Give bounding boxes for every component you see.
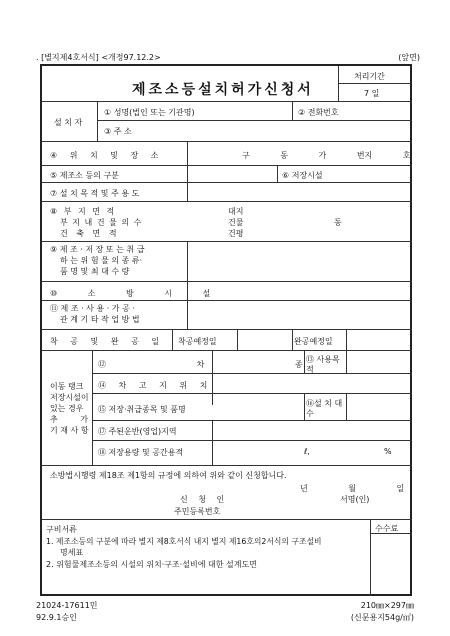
floor-area-label: 건평 xyxy=(228,229,244,238)
required-document-1-line1: 1. 제조소등의 구분에 따라 별지 제8호서식 내지 별지 제16호의2서식의 구조설비 xyxy=(46,537,322,546)
signature-seal-label: 서명(인) xyxy=(340,495,370,504)
form-code: 21024-17611민 xyxy=(36,601,98,610)
tank-group-label-line3: 있는 경우 xyxy=(50,404,84,413)
required-document-1-line2: 명세표 xyxy=(60,548,84,557)
site-area-label: ⑧ 부 지 면 적 xyxy=(50,207,117,216)
vehicle-type-label: ⑫ 차 종 xyxy=(98,360,303,369)
building-unit-label: 동 xyxy=(334,218,342,227)
process-label-line2: 관 계 기 타 작 업 방 법 xyxy=(60,315,140,324)
purpose-label: ⑦ 설 치 목 적 및 주 용 도 xyxy=(50,189,140,198)
use-purpose-label-line1: ⑬ 사용목 xyxy=(306,355,340,364)
land-area-label: 대지 xyxy=(228,207,244,216)
liter-unit: ℓ, xyxy=(304,447,310,456)
use-purpose-label-line2: 적 xyxy=(306,365,314,374)
tank-count-label-line2: 수 xyxy=(306,409,314,418)
name-label: ① 성명(법인 또는 기관명) xyxy=(104,108,195,117)
building-label: 건물 xyxy=(228,218,244,227)
percent-unit: % xyxy=(384,447,392,456)
building-area-label: 건 축 면 적 xyxy=(60,229,120,238)
form-title: 제조소등설치허가신청서 xyxy=(132,82,314,98)
facility-type-label: ⑤ 제조소 등의 구분 xyxy=(50,171,119,180)
process-label-line1: ⑪ 제 조 · 사 용 · 가 공 · xyxy=(50,304,135,313)
processing-period-value: 7 일 xyxy=(364,89,380,98)
declaration-text: 소방법시행령 제18조 제1항의 규정에 의하여 위와 같이 신청합니다. xyxy=(50,471,287,480)
hazmat-label-line2: 하 는 위 험 물 의 종 류· xyxy=(60,256,143,265)
resident-number-label: 주민등록번호 xyxy=(174,507,221,516)
address-label: ③ 주 소 xyxy=(104,127,132,136)
operation-area-label: ⑰ 주된운반(영업)지역 xyxy=(98,427,177,436)
required-documents-title: 구비서류 xyxy=(46,525,77,534)
tank-count-label-line1: ⑯설 치 대 xyxy=(306,399,343,408)
fee-label: 수수료 xyxy=(375,524,399,533)
paper-size: 210㎜×297㎜ xyxy=(360,601,414,610)
building-count-label: 부 지 내 건 물 의 수 xyxy=(60,218,143,227)
form-number: . [별지제4호서식] <개정97.12.2> xyxy=(36,53,161,62)
phone-label: ② 전화번호 xyxy=(298,108,339,117)
end-date-label: 완공예정일 xyxy=(294,337,333,346)
capacity-label: ⑱ 저장용량 및 공간용적 xyxy=(98,448,184,457)
tank-group-label-line4: 추 가 xyxy=(50,415,98,424)
approval-date: 92.9.1승인 xyxy=(36,613,77,622)
required-document-2: 2. 위험물제조소등의 시설의 위치·구조·설비에 대한 설계도면 xyxy=(46,560,257,569)
hazmat-label-line1: ⑨ 제 조 · 저 장 또 는 취 급 xyxy=(50,245,145,254)
page-side-label: (앞면) xyxy=(398,53,420,62)
location-district-fields: 구 동 가 번지 호 xyxy=(242,151,411,160)
location-label: ④ 위 치 및 장 소 xyxy=(50,151,164,160)
declaration-date: 년 월 일 xyxy=(300,484,405,493)
schedule-label: 착 공 및 완 공 일 xyxy=(50,337,165,346)
applicant-sign-label: 신 청 인 xyxy=(180,495,229,504)
tank-group-label-line5: 기 재 사 항 xyxy=(50,426,89,435)
garage-location-label: ⑭ 차 고 지 위 치 xyxy=(98,381,213,390)
tank-group-label-line1: 이동 탱크 xyxy=(50,382,84,391)
paper-type: (신문용지54g/㎡) xyxy=(350,613,414,622)
hazmat-label-line3: 품 명 및 최 대 수 량 xyxy=(60,267,130,276)
application-form xyxy=(40,64,412,596)
start-date-label: 착공예정일 xyxy=(178,337,217,346)
processing-period-label: 처리기간 xyxy=(354,72,385,81)
tank-group-label-line2: 저장시설이 xyxy=(50,393,89,402)
fire-facility-label: ⑩ 소 방 시 설 xyxy=(50,289,225,298)
storage-items-label: ⑮ 저장·취급종목 및 품명 xyxy=(98,405,186,414)
storage-facility-label: ⑥ 저장시설 xyxy=(282,171,323,180)
applicant-label: 설 치 자 xyxy=(54,118,83,127)
